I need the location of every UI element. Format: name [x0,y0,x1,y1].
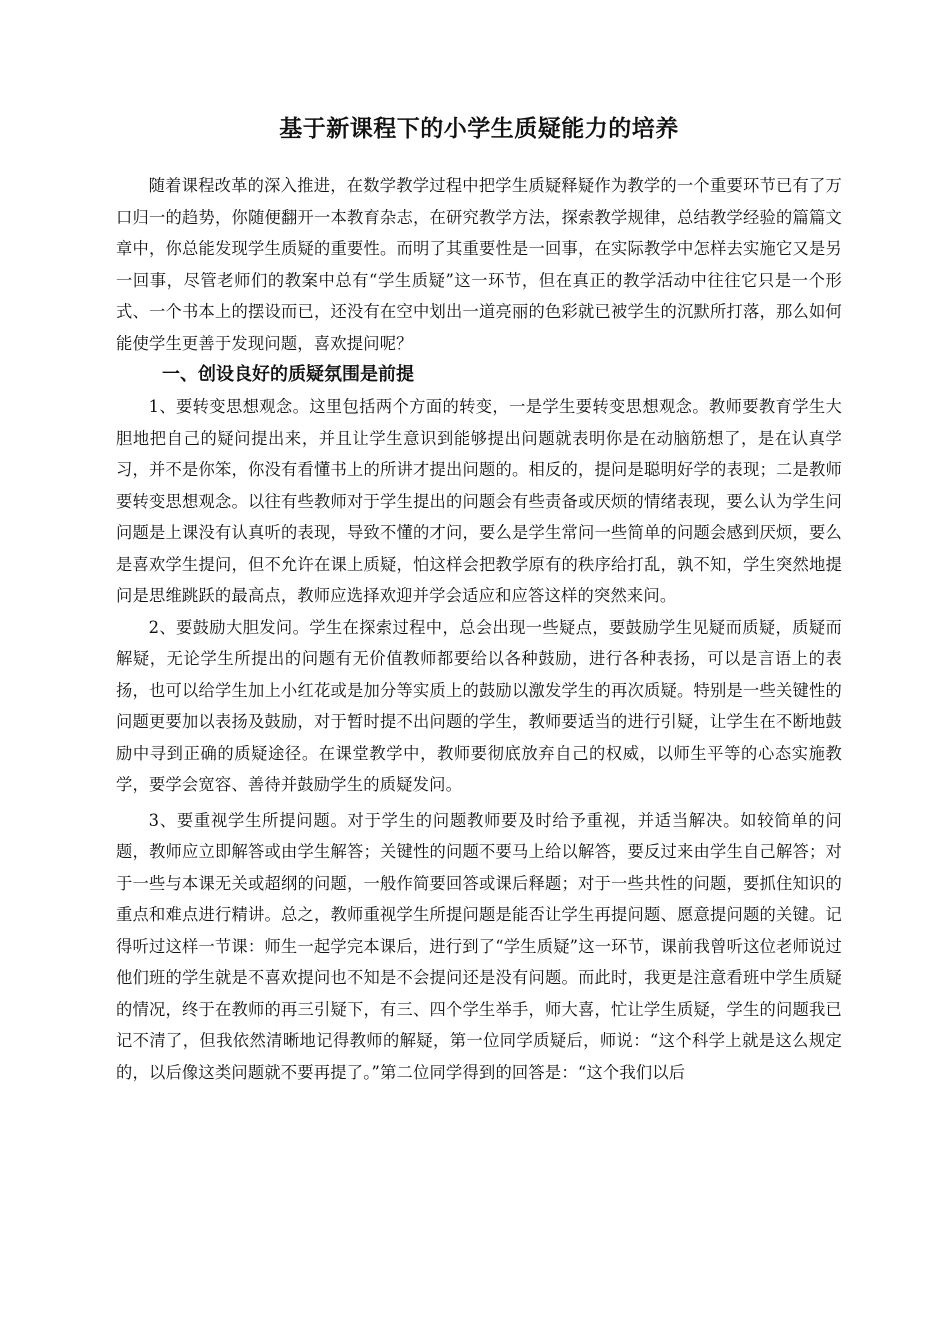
point-3-paragraph: 3、要重视学生所提问题。对于学生的问题教师要及时给予重视，并适当解决。如较简单的问题，教师应立即解答或由学生解答；关键性的问题不要马上给以解答，要反过来由学生自己解答；对于一些与本课无关或超纲的问题，一般作简要回答或课后释题；对于一些共性的问题，要抓住知识的重点和难点进行精讲。总之，教师重视学生所提问题是能否让学生再提问题、愿意提问题的关键。记得听过这样一节课：师生一起学完本课后，进行到了“学生质疑”这一环节，课前我曾听这位老师说过他们班的学生就是不喜欢提问也不知是不会提问还是没有问题。而此时，我更是注意看班中学生质疑的情况，终于在教师的再三引疑下，有三、四个学生举手，师大喜，忙让学生质疑，学生的问题我已记不清了，但我依然清晰地记得教师的解疑，第一位同学质疑后，师说：“这个科学上就是这么规定的，以后像这类问题就不要再提了。”第二位同学得到的回答是：“这个我们以后 [116,810,842,1082]
point-1-paragraph: 1、要转变思想观念。这里包括两个方面的转变，一是学生要转变思想观念。教师要教育学生大胆地把自己的疑问提出来，并且让学生意识到能够提出问题就表明你是在动脑筋想了，是在认真学习，并不是你笨，你没有看懂书上的所讲才提出问题的。相反的，提问是聪明好学的表现；二是教师要转变思想观念。以往有些教师对于学生提出的问题会有些责备或厌烦的情绪表现，要么认为学生问问题是上课没有认真听的表现，导致不懂的才问，要么是学生常问一些简单的问题会感到厌烦，要么是喜欢学生提问，但不允许在课上质疑，怕这样会把教学原有的秩序给打乱，孰不知，学生突然地提问是思维跳跃的最高点，教师应选择欢迎并学会适应和应答这样的突然来问。 [116,397,842,605]
point-2-paragraph: 2、要鼓励大胆发问。学生在探索过程中，总会出现一些疑点，要鼓励学生见疑而质疑，质疑而解疑，无论学生所提出的问题有无价值教师都要给以各种鼓励，进行各种表扬，可以是言语上的表扬，也可以给学生加上小红花或是加分等实质上的鼓励以激发学生的再次质疑。特别是一些关键性的问题更要加以表扬及鼓励，对于暂时提不出问题的学生，教师要适当的进行引疑，让学生在不断地鼓励中寻到正确的质疑途径。在课堂教学中，教师要彻底放弃自己的权威，以师生平等的心态实施教学，要学会宽容、善待并鼓励学生的质疑发问。 [116,617,842,794]
intro-paragraph: 随着课程改革的深入推进，在数学教学过程中把学生质疑释疑作为教学的一个重要环节已有了万口归一的趋势，你随便翻开一本教育杂志，在研究教学方法，探索教学规律，总结教学经验的篇篇文章中，你总能发现学生质疑的重要性。而明了其重要性是一回事，在实际教学中怎样去实施它又是另一回事，尽管老师们的教案中总有“学生质疑”这一环节，但在真正的教学活动中往往它只是一个形式、一个书本上的摆设而已，还没有在空中划出一道亮丽的色彩就已被学生的沉默所打落，那么如何能使学生更善于发现问题，喜欢提问呢？ [116,176,842,353]
section-heading: 一、创设良好的质疑氛围是前提 [162,364,414,385]
document-page [116,112,842,1088]
document-title: 基于新课程下的小学生质疑能力的培养 [279,115,679,142]
